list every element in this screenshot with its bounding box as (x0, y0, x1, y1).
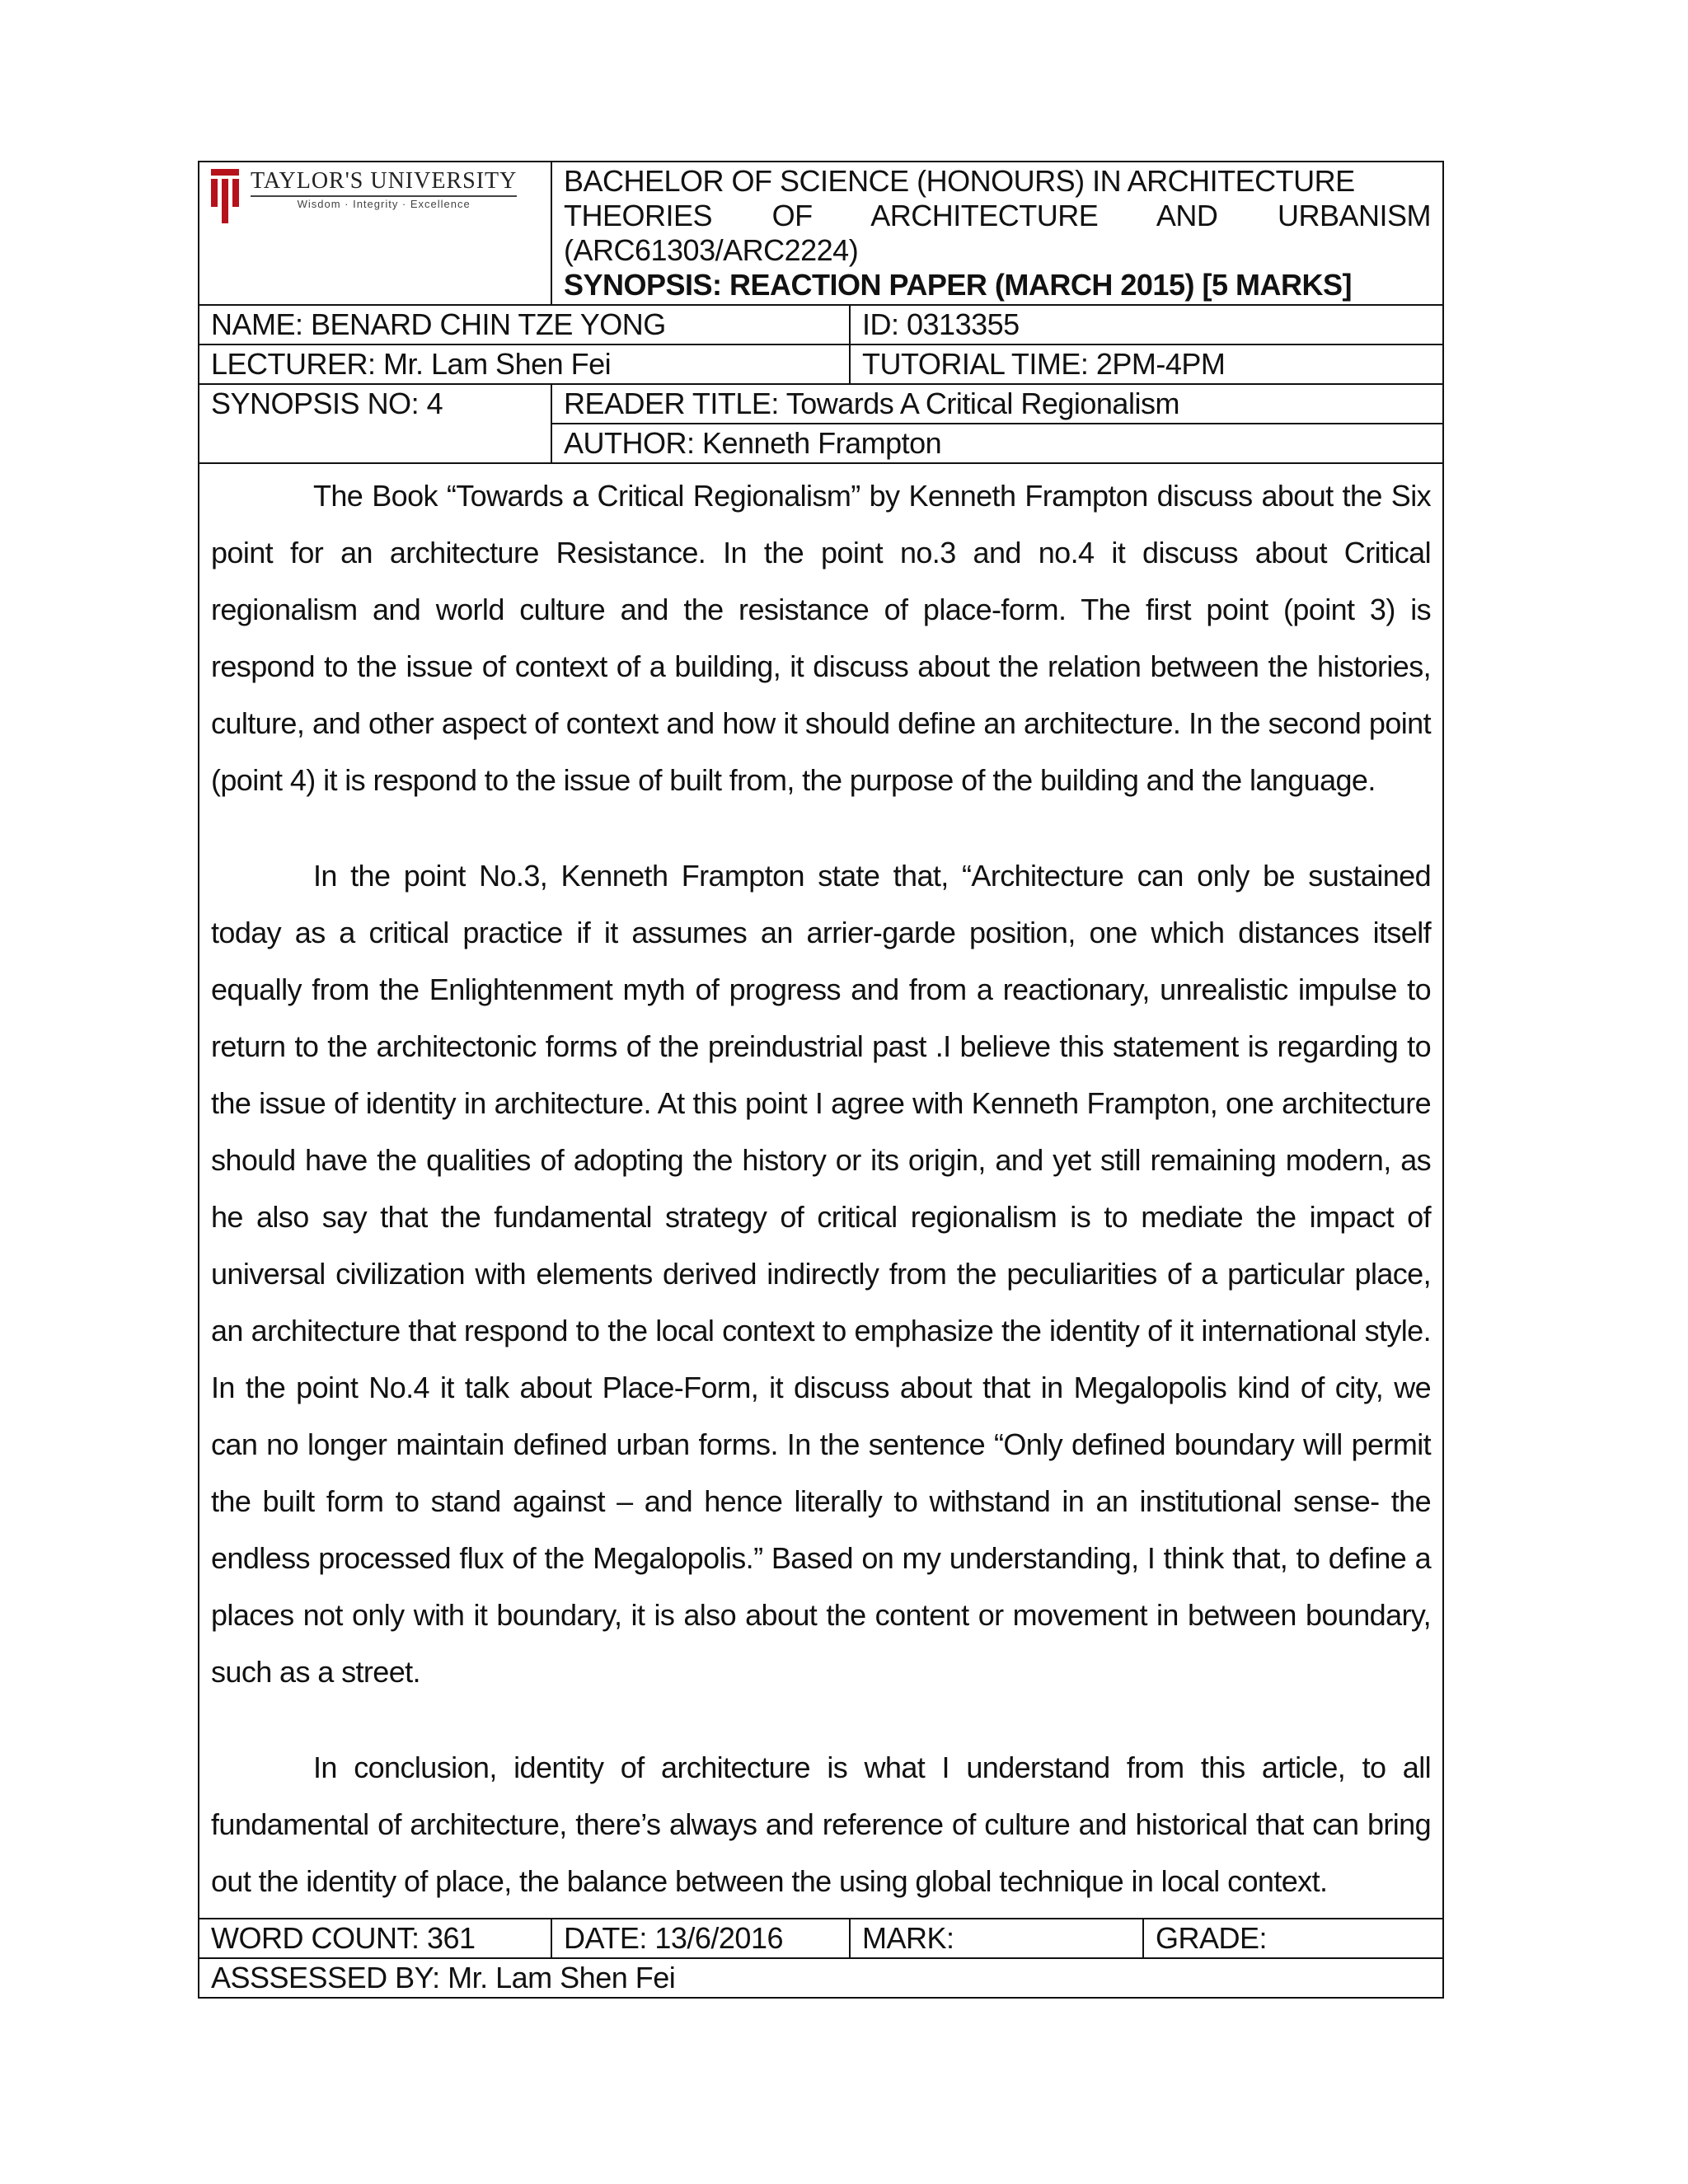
logo-text (251, 169, 517, 212)
student-name: NAME: BENARD CHIN TZE YONG (199, 305, 850, 344)
header-row (199, 162, 1443, 305)
logo-cell (199, 162, 551, 305)
paragraph-intro: The Book “Towards a Critical Regionalism” by Kenneth Frampton discuss about the Six point for an architecture Resistance. In the point no.3 and no.4 it discuss about Critical regionalism and world culture and the resistance of place-form. The first point (point 3) is respond to the issue of context of a building, it discuss about the relation between the histories, culture, and other aspect of context and how it should define an architecture. In the second point (point 4) it is respond to the issue of built from, the purpose of the building and the language. (211, 479, 1432, 797)
header-table (198, 161, 1444, 1999)
taylors-shield-icon (211, 169, 239, 223)
course-title: THEORIES OF ARCHITECTURE AND URBANISM (564, 199, 1432, 232)
assessed-row (199, 1958, 1443, 1998)
grade-field: GRADE: (1143, 1919, 1443, 1958)
course-header-cell (551, 162, 1443, 305)
info-row-synopsis (199, 384, 1443, 424)
submission-date: DATE: 13/6/2016 (551, 1919, 850, 1958)
synopsis-form (198, 161, 1442, 1999)
body-row (199, 463, 1443, 1919)
course-code: (ARC61303/ARC2224) (564, 233, 859, 267)
student-id: ID: 0313355 (850, 305, 1443, 344)
word-count: WORD COUNT: 361 (199, 1919, 551, 1958)
lecturer: LECTURER: Mr. Lam Shen Fei (199, 344, 850, 384)
tutorial-time: TUTORIAL TIME: 2PM-4PM (850, 344, 1443, 384)
university-name: TAYLOR'S UNIVERSITY (251, 169, 517, 197)
synopsis-number: SYNOPSIS NO: 4 (199, 384, 551, 463)
synopsis-body (199, 463, 1443, 1919)
mark-field: MARK: (850, 1919, 1143, 1958)
university-motto: Wisdom · Integrity · Excellence (297, 198, 471, 210)
assignment-title: SYNOPSIS: REACTION PAPER (MARCH 2015) [5 MARKS] (564, 268, 1352, 302)
reader-author: AUTHOR: Kenneth Frampton (551, 424, 1443, 463)
info-row-name (199, 305, 1443, 344)
info-row-lecturer (199, 344, 1443, 384)
footer-row (199, 1919, 1443, 1958)
assessed-by: ASSSESSED BY: Mr. Lam Shen Fei (199, 1958, 1443, 1998)
paragraph-discussion: In the point No.3, Kenneth Frampton state that, “Architecture can only be sustained today as a critical practice if it assumes an arrier-garde position, one which distances itself equally from the Enlightenment myth of progress and from a reactionary, unrealistic impulse to return to the architectonic forms of the preindustrial past .I believe this statement is regarding to the issue of identity in architecture. At this point I agree with Kenneth Frampton, one architecture should have the qualities of adopting the history or its origin, and yet still remaining modern, as he also say that the fundamental strategy of critical regionalism is to mediate the impact of universal civilization with elements derived indirectly from the peculiarities of a particular place, an architecture that respond to the local context to emphasize the identity of it international style. In the point No.4 it talk about Place-Form, it discuss about that in Megalopolis kind of city, we can no longer maintain defined urban forms. In the sentence “Only defined boundary will permit the built form to stand against – and hence literally to withstand in an institutional sense- the endless processed flux of the Megalopolis.” Based on my understanding, I think that, to define a places not only with it boundary, it is also about the content or movement in between boundary, such as a street. (211, 859, 1432, 1689)
paragraph-conclusion: In conclusion, identity of architecture is what I understand from this article, to all fundamental of architecture, there’s always and reference of culture and historical that can bring out the identity of place, the balance between the using global technique in local context. (211, 1750, 1432, 1898)
reader-title: READER TITLE: Towards A Critical Regionalism (551, 384, 1443, 424)
university-logo (211, 169, 539, 223)
programme-title: BACHELOR OF SCIENCE (HONOURS) IN ARCHITECTURE (564, 164, 1355, 198)
